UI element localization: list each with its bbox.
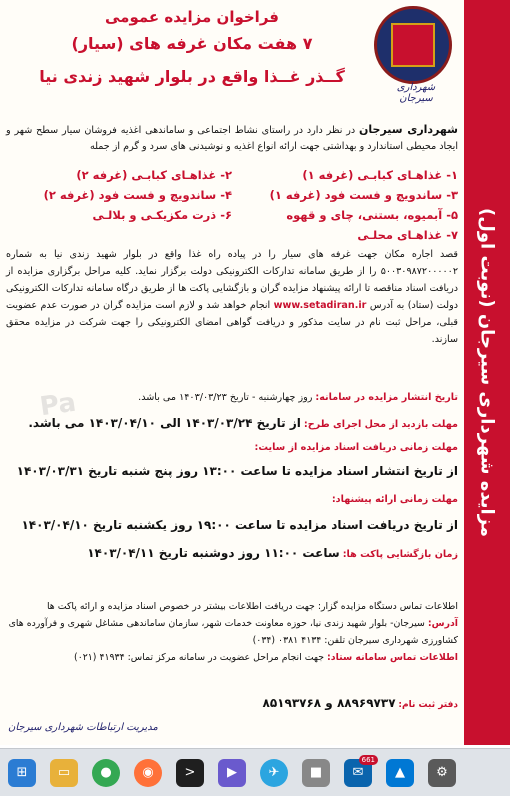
body-p2: کلیه مراحل برگزاری مزایده از دریافت اسناد مناقصه تا ارائه پیشنهاد مزایده گران و بازگشایی پاکت ها از طریق درگاه سامانه تدارکات الکترونیکی دولت (ستاد) به آدرس (6, 266, 458, 311)
intro-org: شهرداری سیرجان (359, 123, 458, 136)
offer-text: از تاریخ دریافت اسناد مزایده تا ساعت ۱۹:۰۰ روز یکشنبه تاریخ ۱۴۰۳/۰۴/۱۰ (21, 518, 458, 532)
header-signature: شهرداری سیرجان (396, 82, 436, 104)
booth-item: ۷- غذاهـای محلـی (357, 228, 458, 242)
explorer-icon[interactable]: ▭ (50, 759, 78, 787)
visit-text: از تاریخ ۱۴۰۳/۰۳/۲۴ الی ۱۴۰۳/۰۴/۱۰ می باشد. (28, 416, 301, 430)
mail-icon[interactable]: ✉ 661 (344, 759, 372, 787)
body-paragraph (6, 246, 458, 348)
setad-contact-label: اطلاعات تماس سامانه ستاد: (327, 652, 458, 663)
docs-date (6, 464, 458, 478)
publish-label: تاریخ انتشار مزایده در سامانه: (315, 392, 458, 403)
booth-item: ۵- آبمیوه، بستنی، چای و قهوه (286, 208, 458, 222)
settings-icon[interactable]: ⚙ (428, 759, 456, 787)
docs-text: از تاریخ انتشار اسناد مزایده تا ساعت ۱۳:۰۰ روز پنج شنبه تاریخ ۱۴۰۳/۰۳/۳۱ (16, 464, 458, 478)
ad-content (6, 0, 458, 745)
title-main: فراخوان مزایده عمومی (105, 8, 279, 26)
photo-icon[interactable]: ▲ (386, 759, 414, 787)
chrome-icon[interactable]: ● (92, 759, 120, 787)
footer-signature: مدیریت ارتباطات شهرداری سیرجان (8, 722, 158, 733)
setad-link[interactable]: www.setadiran.ir (273, 300, 367, 311)
publish-text: روز چهارشنبه - تاریخ ۱۴۰۳/۰۳/۲۳ می باشد. (138, 392, 313, 403)
offer-label-row (6, 494, 458, 505)
watermark: Pa (38, 387, 78, 423)
docs-label-row (6, 442, 458, 453)
open-label: زمان بازگشایی پاکت ها: (342, 549, 458, 560)
contact-line: اطلاعات تماس دستگاه مزایده گزار: جهت دریافت اطلاعات بیشتر در خصوص اسناد مزایده و ارائه پاکت ها (46, 601, 458, 612)
booth-item: ۴- ساندویچ و فست فود (غرفه ۲) (43, 188, 232, 202)
booth-item: ۳- ساندویچ و فست فود (غرفه ۱) (269, 188, 458, 202)
address-text: سیرجان- بلوار شهید زندی نیا، حوزه معاونت خدمات شهر، سازمان ساماندهی مشاغل شهری و فرآورده های کشاورزی شهرداری سیرجان تلفن: ۴۱۳۴ ۰۳۸۱ (۰۳۴) (8, 618, 458, 646)
body-p1: قصد اجاره مکان جهت غرفه های سیار را در پیاده راه غذا واقع در بلوار شهید زندی نیا به شماره ۵۰۰۳۰۹۸۷۲۰۰۰۰۰۲ را از طریق سامانه تدارکات الکترونیکی دولت برگزار نماید. (6, 249, 458, 277)
mail-badge: 661 (359, 755, 378, 765)
taskbar (0, 748, 510, 796)
phones-numbers: ۸۸۹۶۹۷۳۷ و ۸۵۱۹۳۷۶۸ (262, 696, 396, 710)
setad-contact-text: جهت انجام مراحل عضویت در سامانه مرکز تماس: ۴۱۹۳۴ (۰۲۱) (74, 652, 325, 663)
booth-list (6, 168, 458, 242)
docs-label: مهلت زمانی دریافت اسناد مزایده از سایت: (254, 442, 458, 453)
title-location: گــذر غــذا واقع در بلوار شهید زندی نیا (39, 67, 345, 86)
booth-item: ۲- غذاهـای کبابـی (غرفه ۲) (76, 168, 232, 182)
offer-label: مهلت زمانی ارائه پیشنهاد: (331, 494, 458, 505)
body-p3: انجام خواهد شد و لازم است مزایده گران در صورت عدم عضویت قبلی، مراحل ثبت نام در سایت مذکور و دریافت گواهی امضای الکترونیکی را جهت شرکت در مزایده محقق سازند. (6, 300, 458, 345)
opening-date (6, 546, 458, 560)
address-row (6, 615, 458, 649)
title-sub: ۷ هفت مکان غرفه های (سیار) (71, 34, 313, 53)
municipality-logo-icon (374, 6, 452, 84)
offer-date (6, 518, 458, 532)
app-icon[interactable]: ■ (302, 759, 330, 787)
title-block (12, 4, 372, 86)
visit-label: مهلت بازدید از محل اجرای طرح: (303, 419, 458, 430)
chat-icon[interactable]: ✈ (260, 759, 288, 787)
contact-block (6, 598, 458, 666)
windows-icon[interactable]: ⊞ (8, 759, 36, 787)
intro-paragraph (6, 122, 458, 155)
open-text: ساعت ۱۱:۰۰ روز دوشنبه تاریخ ۱۴۰۳/۰۴/۱۱ (87, 546, 340, 560)
side-banner (464, 0, 510, 745)
visit-date (6, 416, 458, 430)
intro-text: در نظر دارد در راستای نشاط اجتماعی و ساماندهی اغذیه فروشان سیار سطح شهر و ایجاد محیطی استاندارد و بهداشتی جهت ارائه انواع اغذیه و نوشیدنی های سرد و گرم از جمله (6, 125, 458, 152)
booth-item: ۶- ذرت مکزیکـی و بلالـی (92, 208, 232, 222)
booth-item: ۱- غذاهـای کبابـی (غرفه ۱) (302, 168, 458, 182)
setad-contact-row (6, 649, 458, 666)
terminal-icon[interactable]: > (176, 759, 204, 787)
address-label: آدرس: (427, 618, 458, 629)
side-banner-text: مزایده شهرداری سیرجان (نوبت اول) (476, 207, 498, 538)
phones-label: دفتر ثبت نام: (398, 700, 458, 710)
firefox-icon[interactable]: ◉ (134, 759, 162, 787)
media-icon[interactable]: ▶ (218, 759, 246, 787)
registration-phones (6, 696, 458, 710)
